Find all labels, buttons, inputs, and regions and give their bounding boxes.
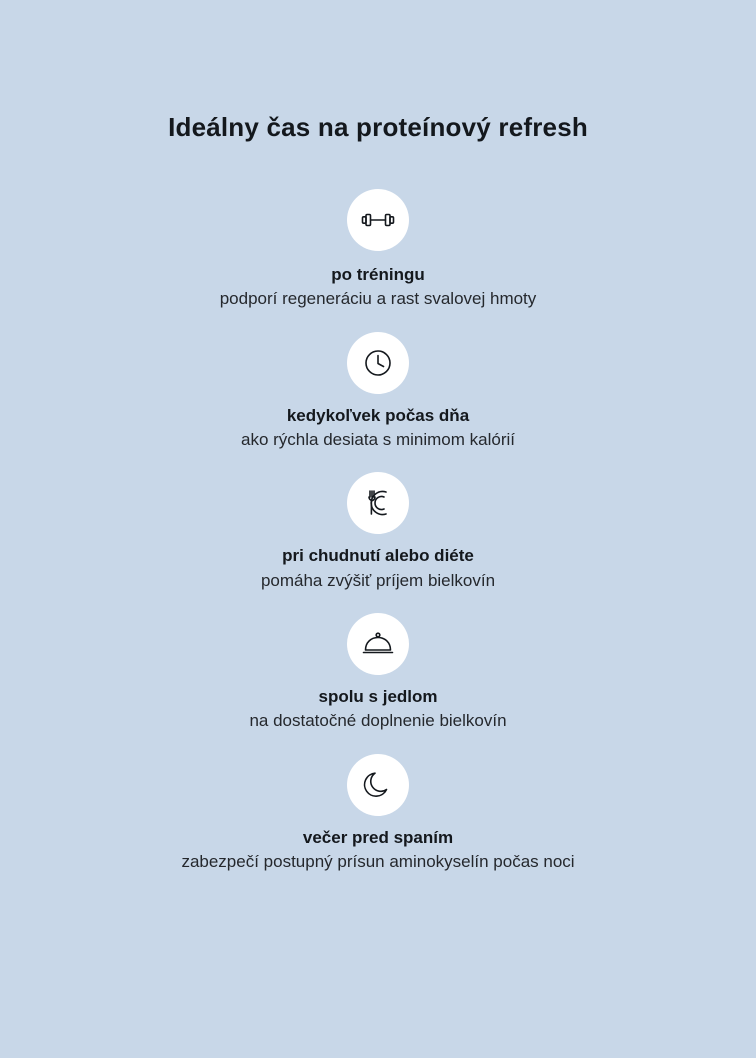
item-description: podporí regeneráciu a rast svalovej hmoty [219, 289, 537, 309]
item-description: ako rýchla desiata s minimom kalórií [241, 430, 515, 450]
item-label: pri chudnutí alebo diéte [282, 546, 474, 566]
moon-icon [347, 754, 409, 816]
dumbbell-icon [347, 189, 409, 251]
food-cloche-icon [347, 613, 409, 675]
item-description: na dostatočné doplnenie bielkovín [249, 711, 507, 731]
list-item [0, 754, 756, 895]
item-label: po tréningu [331, 265, 425, 284]
item-label: spolu s jedlom [318, 686, 438, 706]
item-label: večer pred spaním [302, 827, 454, 847]
page-title: Ideálny čas na proteínový refresh [168, 112, 588, 142]
item-label: kedykoľvek počas dňa [286, 405, 470, 425]
item-description: zabezpečí postupný prísun aminokyselín počas noci [181, 851, 575, 871]
list-item [0, 189, 756, 332]
list-item [0, 472, 756, 613]
clock-icon [347, 332, 409, 394]
fork-plate-icon [347, 472, 409, 534]
list-item [0, 613, 756, 754]
list-item [0, 332, 756, 473]
item-description: pomáha zvýšiť príjem bielkovín [260, 570, 496, 590]
